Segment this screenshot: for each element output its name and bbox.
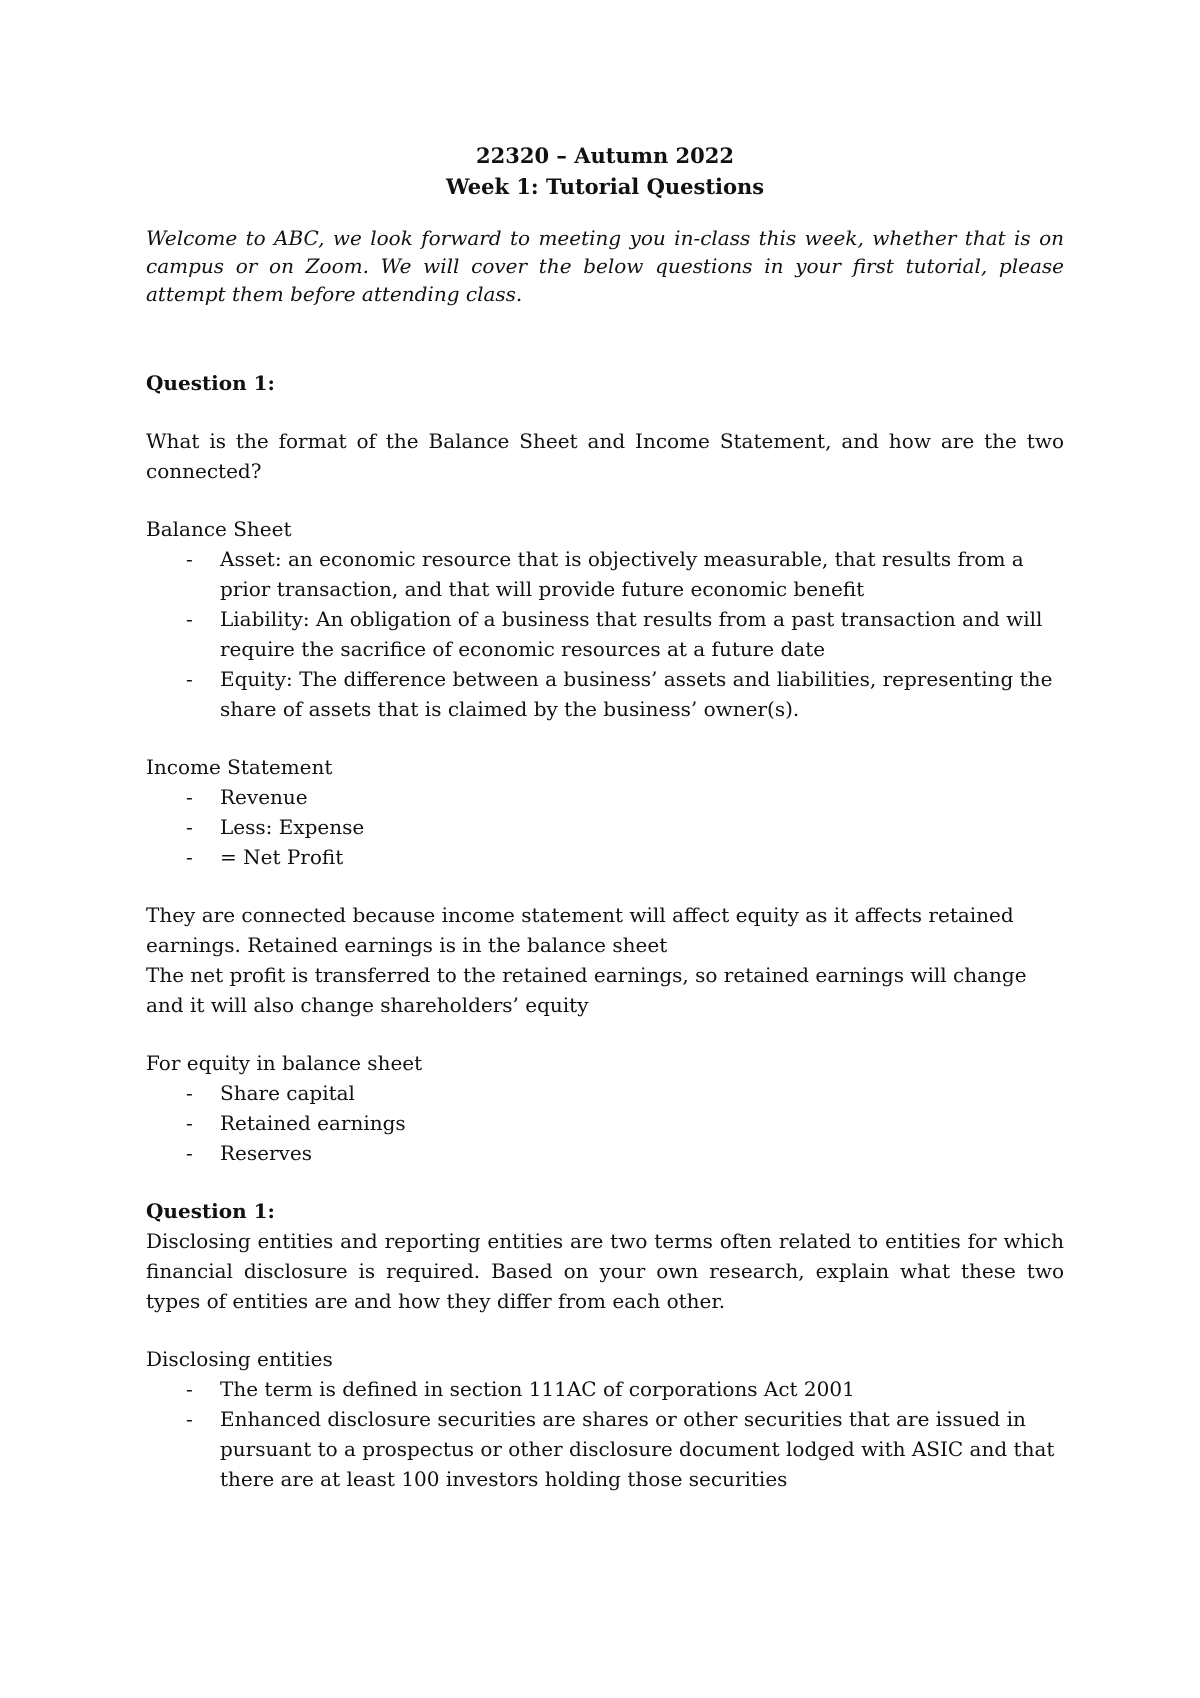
- intro-paragraph: Welcome to ABC, we look forward to meeting you in-class this week, whether that is on campus or on Zoom. We will cover the below questions in your first tutorial, please attempt them before attending class.: [146, 226, 1064, 306]
- list-item: - = Net Profit: [186, 845, 344, 869]
- disclosing-entities-title: Disclosing entities: [146, 1347, 333, 1371]
- question-1-heading: Question 1:: [146, 371, 275, 395]
- question-2-text: Disclosing entities and reporting entities are two terms often related to entities for which financial disclosure is required. Based on your own research, explain what these two types of entities are and how they differ from each other.: [146, 1229, 1064, 1313]
- balance-sheet-title: Balance Sheet: [146, 517, 292, 541]
- document-page: [146, 140, 1064, 1494]
- list-item: - Less: Expense: [186, 815, 365, 839]
- disclosing-entities-list: [146, 1374, 1064, 1494]
- equity-list: [146, 1078, 1064, 1168]
- connection-paragraph-2: The net profit is transferred to the retained earnings, so retained earnings will change and it will also change shareholders’ equity: [146, 963, 1027, 1017]
- question-2-heading: Question 1:: [146, 1199, 275, 1223]
- list-item: - Enhanced disclosure securities are shares or other securities that are issued in pursuant to a prospectus or other disclosure document lodged with ASIC and that there are at least 100 investors holding those securities: [186, 1407, 1055, 1491]
- list-item: - The term is defined in section 111AC of corporations Act 2001: [186, 1377, 855, 1401]
- list-item: - Reserves: [186, 1141, 312, 1165]
- list-item: - Equity: The difference between a business’ assets and liabilities, representing the share of assets that is claimed by the business’ owner(s).: [186, 667, 1053, 721]
- list-item: - Retained earnings: [186, 1111, 406, 1135]
- list-item: - Share capital: [186, 1081, 355, 1105]
- list-item: - Revenue: [186, 785, 308, 809]
- list-item: - Asset: an economic resource that is objectively measurable, that results from a prior transaction, and that will provide future economic benefit: [186, 547, 1024, 601]
- list-item: - Liability: An obligation of a business that results from a past transaction and will require the sacrifice of economic resources at a future date: [186, 607, 1043, 661]
- income-statement-list: [146, 782, 1064, 872]
- equity-title: For equity in balance sheet: [146, 1051, 423, 1075]
- course-heading: 22320 – Autumn 2022: [476, 143, 734, 168]
- income-statement-title: Income Statement: [146, 755, 333, 779]
- connection-paragraph-1: They are connected because income statement will affect equity as it affects retained earnings. Retained earnings is in the balance sheet: [146, 903, 1014, 957]
- question-1-text: What is the format of the Balance Sheet and Income Statement, and how are the two connected?: [146, 429, 1064, 483]
- balance-sheet-list: [146, 544, 1064, 724]
- page-title: Week 1: Tutorial Questions: [445, 174, 765, 199]
